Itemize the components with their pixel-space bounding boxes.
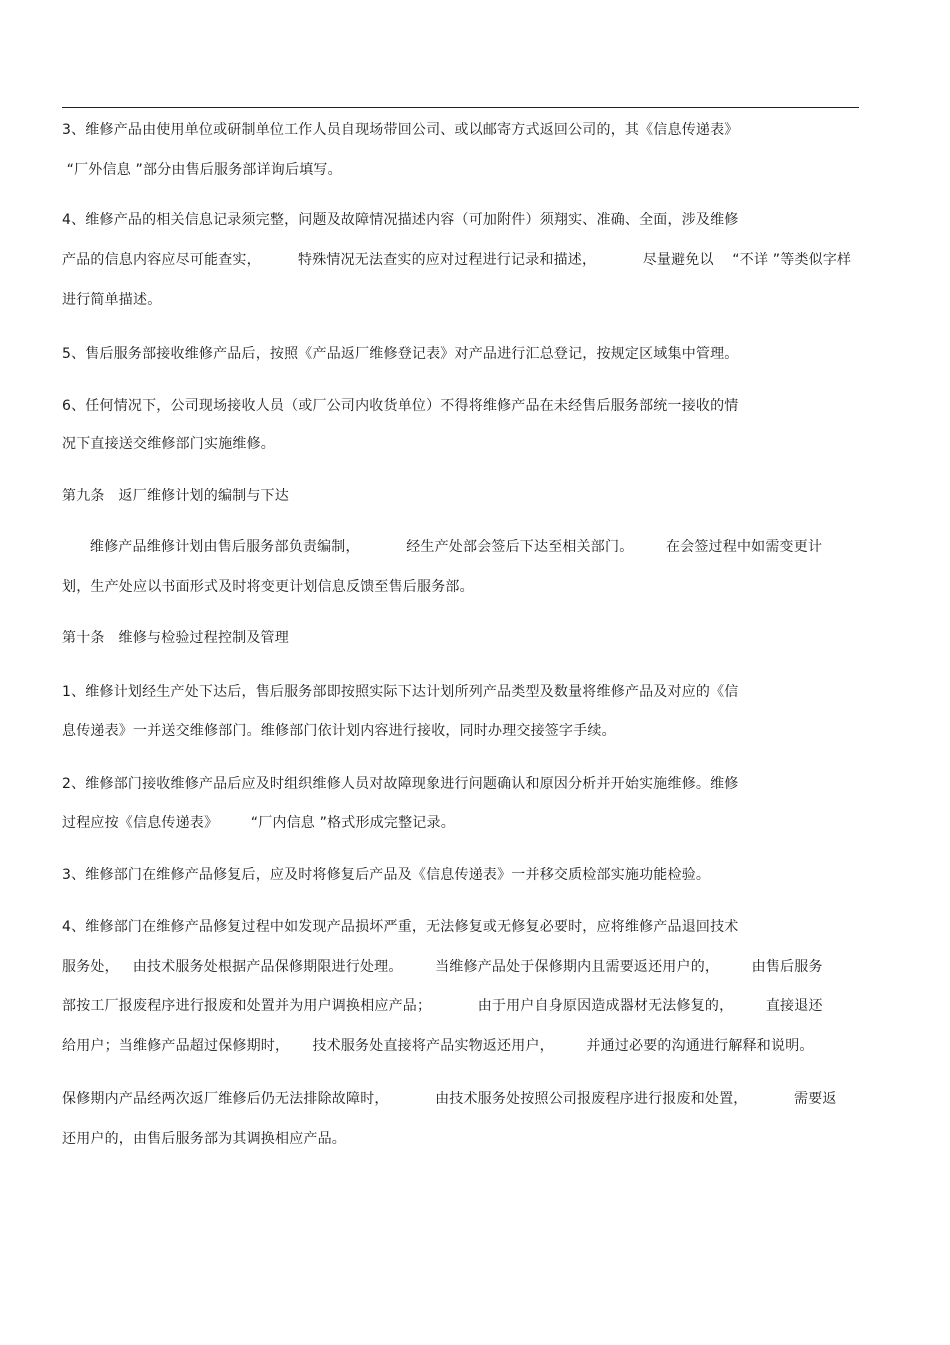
text-line: 维修产品维修计划由售后服务部负责编制， 经生产处部会签后下达至相关部门。 在会签过程中如需变更计	[62, 539, 823, 555]
text-line: 进行简单描述。	[62, 292, 162, 308]
text-line: “厂外信息 ”部分由售后服务部详询后填写。	[62, 162, 342, 178]
text-line: 3、维修部门在维修产品修复后，应及时将修复后产品及《信息传递表》一并移交质检部实施功能检验。	[62, 867, 711, 883]
section-heading: 第十条 维修与检验过程控制及管理	[62, 630, 289, 646]
text-line: 过程应按《信息传递表》 “厂内信息 ”格式形成完整记录。	[62, 815, 455, 831]
text-line: 划，生产处应以书面形式及时将变更计划信息反馈至售后服务部。	[62, 579, 474, 595]
text-line: 2、维修部门接收维修产品后应及时组织维修人员对故障现象进行问题确认和原因分析并开始实施维修。维修	[62, 776, 739, 792]
text-line: 给用户；当维修产品超过保修期时， 技术服务处直接将产品实物返还用户， 并通过必要的沟通进行解释和说明。	[62, 1038, 814, 1054]
text-line: 5、售后服务部接收维修产品后，按照《产品返厂维修登记表》对产品进行汇总登记，按规定区域集中管理。	[62, 346, 739, 362]
text-line: 况下直接送交维修部门实施维修。	[62, 436, 275, 452]
text-line: 6、任何情况下，公司现场接收人员（或厂公司内收货单位）不得将维修产品在未经售后服务部统一接收的情	[62, 398, 739, 414]
header-rule	[62, 107, 859, 108]
text-line: 息传递表》一并送交维修部门。维修部门依计划内容进行接收，同时办理交接签字手续。	[62, 723, 616, 739]
text-line: 4、维修部门在维修产品修复过程中如发现产品损坏严重，无法修复或无修复必要时，应将维修产品退回技术	[62, 919, 739, 935]
text-line: 保修期内产品经两次返厂维修后仍无法排除故障时， 由技术服务处按照公司报废程序进行报废和处置， 需要返	[62, 1091, 837, 1107]
text-line: 服务处， 由技术服务处根据产品保修期限进行处理。 当维修产品处于保修期内且需要返还用户的， 由售后服务	[62, 959, 823, 975]
text-line: 产品的信息内容应尽可能查实， 特殊情况无法查实的应对过程进行记录和描述， 尽量避免以 “不详 ”等类似字样	[62, 252, 852, 268]
text-line: 1、维修计划经生产处下达后，售后服务部即按照实际下达计划所列产品类型及数量将维修产品及对应的《信	[62, 684, 739, 700]
section-heading: 第九条 返厂维修计划的编制与下达	[62, 488, 289, 504]
text-line: 部按工厂报废程序进行报废和处置并为用户调换相应产品； 由于用户自身原因造成器材无法修复的， 直接退还	[62, 998, 823, 1014]
text-line: 3、维修产品由使用单位或研制单位工作人员自现场带回公司、或以邮寄方式返回公司的，其《信息传递表》	[62, 122, 739, 138]
text-line: 4、维修产品的相关信息记录须完整，问题及故障情况描述内容（可加附件）须翔实、准确、全面，涉及维修	[62, 212, 739, 228]
text-line: 还用户的，由售后服务部为其调换相应产品。	[62, 1131, 346, 1147]
